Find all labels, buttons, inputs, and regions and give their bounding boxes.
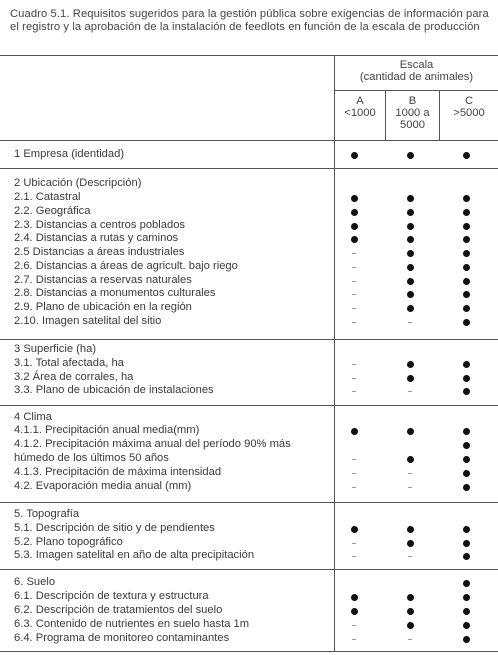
- dash-mark-icon: [352, 308, 356, 309]
- bullet-dot-icon: [463, 388, 470, 395]
- row-label: 2.7. Distancias a reservas naturales: [14, 274, 192, 286]
- dash-mark-icon: [352, 459, 356, 460]
- bullet-dot-icon: [407, 152, 414, 159]
- row-label: 4.1.2. Precipitación máxima anual del período 90% más: [14, 438, 291, 450]
- dash-mark-icon: [408, 322, 412, 323]
- bullet-dot-icon: [351, 195, 358, 202]
- bullet-dot-icon: [407, 291, 414, 298]
- section-rule-4: [0, 405, 498, 406]
- bullet-dot-icon: [407, 428, 414, 435]
- col-b-letter: B: [408, 95, 417, 107]
- bullet-dot-icon: [463, 305, 470, 312]
- row-label: 2 Ubicación (Descripción): [14, 177, 142, 189]
- dash-mark-icon: [352, 391, 356, 392]
- row-label: 2.4. Distancias a rutas y caminos: [14, 232, 179, 244]
- bullet-dot-icon: [463, 223, 470, 230]
- bullet-dot-icon: [351, 608, 358, 615]
- dash-mark-icon: [352, 378, 356, 379]
- row-label: 2.10. Imagen satelital del sitio: [14, 315, 162, 327]
- dash-mark-icon: [408, 391, 412, 392]
- bullet-dot-icon: [463, 428, 470, 435]
- bullet-dot-icon: [463, 622, 470, 629]
- scale-title: Escala: [399, 59, 434, 71]
- bullet-dot-icon: [407, 264, 414, 271]
- bullet-dot-icon: [407, 608, 414, 615]
- bullet-dot-icon: [463, 291, 470, 298]
- bullet-dot-icon: [351, 152, 358, 159]
- bullet-dot-icon: [463, 250, 470, 257]
- bullet-dot-icon: [463, 375, 470, 382]
- row-label: 6.3. Contenido de nutrientes en suelo hasta 1m: [14, 618, 250, 630]
- dash-mark-icon: [408, 473, 412, 474]
- dash-mark-icon: [408, 639, 412, 640]
- row-label: 2.2. Geográfica: [14, 205, 91, 217]
- col-c-letter: C: [464, 95, 474, 107]
- bullet-dot-icon: [407, 361, 414, 368]
- dash-mark-icon: [352, 639, 356, 640]
- bullet-dot-icon: [351, 594, 358, 601]
- bullet-dot-icon: [407, 195, 414, 202]
- table-bottom-rule: [0, 651, 498, 652]
- bullet-dot-icon: [407, 209, 414, 216]
- dash-mark-icon: [352, 267, 356, 268]
- row-label: 2.9. Plano de ubicación en la región: [14, 301, 192, 313]
- header-bottom-rule: [0, 140, 498, 141]
- bullet-dot-icon: [407, 526, 414, 533]
- row-label: 5.2. Plano topográfico: [14, 536, 123, 548]
- dash-mark-icon: [352, 556, 356, 557]
- dash-mark-icon: [352, 364, 356, 365]
- col-a-range: <1000: [344, 107, 376, 119]
- bullet-dot-icon: [407, 223, 414, 230]
- dash-mark-icon: [352, 281, 356, 282]
- col-c-range: >5000: [453, 107, 485, 119]
- table-caption: Cuadro 5.1. Requisitos sugeridos para la gestión pública sobre exigencias de información para el registro y la aprobación de la instalación de feedlots en función de la escala de producción: [10, 8, 489, 33]
- label-column-divider: [334, 55, 335, 652]
- row-label: 4 Clima: [14, 411, 52, 423]
- dash-mark-icon: [352, 294, 356, 295]
- bullet-dot-icon: [463, 456, 470, 463]
- row-label: 5.3. Imagen satelital en año de alta precipitación: [14, 549, 255, 561]
- bullet-dot-icon: [463, 553, 470, 560]
- row-label: 6.4. Programa de monitoreo contaminantes: [14, 632, 230, 644]
- bullet-dot-icon: [463, 540, 470, 547]
- row-label: 2.5 Distancias a áreas industriales: [14, 246, 185, 258]
- bullet-dot-icon: [463, 442, 470, 449]
- row-label: 6.2. Descripción de tratamientos del suelo: [14, 604, 223, 616]
- bullet-dot-icon: [407, 622, 414, 629]
- dash-mark-icon: [408, 487, 412, 488]
- row-label: 3.3. Plano de ubicación de instalaciones: [14, 384, 214, 396]
- bullet-dot-icon: [407, 278, 414, 285]
- bullet-dot-icon: [351, 223, 358, 230]
- bullet-dot-icon: [407, 375, 414, 382]
- row-label: 6. Suelo: [14, 576, 56, 588]
- row-label: 5.1. Descripción de sitio y de pendientes: [14, 522, 215, 534]
- bullet-dot-icon: [463, 236, 470, 243]
- row-label: 5. Topografía: [14, 508, 80, 520]
- dash-mark-icon: [408, 556, 412, 557]
- bullet-dot-icon: [463, 526, 470, 533]
- bullet-dot-icon: [463, 470, 470, 477]
- bullet-dot-icon: [463, 152, 470, 159]
- bullet-dot-icon: [463, 361, 470, 368]
- section-rule-5: [0, 502, 498, 503]
- bullet-dot-icon: [351, 428, 358, 435]
- bullet-dot-icon: [463, 594, 470, 601]
- section-rule-6: [0, 569, 498, 570]
- bullet-dot-icon: [463, 319, 470, 326]
- bullet-dot-icon: [407, 540, 414, 547]
- bullet-dot-icon: [407, 594, 414, 601]
- row-label: 2.1. Catastral: [14, 191, 81, 203]
- row-label: 4.2. Evaporación media anual (mm): [14, 480, 192, 492]
- dash-mark-icon: [352, 253, 356, 254]
- section-rule-2: [0, 168, 498, 169]
- dash-mark-icon: [352, 473, 356, 474]
- bullet-dot-icon: [463, 636, 470, 643]
- row-label: 4.1.1. Precipitación anual media(mm): [14, 424, 200, 436]
- bullet-dot-icon: [463, 580, 470, 587]
- scale-subheader-rule: [334, 90, 498, 91]
- scale-subtitle: (cantidad de animales): [359, 71, 474, 83]
- row-label: 4.1.3. Precipitación de máxima intensidad: [14, 466, 222, 478]
- bullet-dot-icon: [351, 209, 358, 216]
- row-label: 3 Superficie (ha): [14, 343, 97, 355]
- dash-mark-icon: [352, 322, 356, 323]
- bullet-dot-icon: [407, 250, 414, 257]
- bullet-dot-icon: [407, 236, 414, 243]
- bullet-dot-icon: [463, 209, 470, 216]
- col-a-letter: A: [356, 95, 364, 107]
- section-rule-3: [0, 339, 498, 340]
- bullet-dot-icon: [351, 236, 358, 243]
- bullet-dot-icon: [463, 484, 470, 491]
- row-label: húmedo de los últimos 50 años: [14, 452, 169, 464]
- bullet-dot-icon: [463, 195, 470, 202]
- row-label: 6.1. Descripción de textura y estructura: [14, 590, 209, 602]
- row-label: 3.2 Área de corrales, ha: [14, 371, 134, 383]
- dash-mark-icon: [352, 487, 356, 488]
- bullet-dot-icon: [463, 278, 470, 285]
- bullet-dot-icon: [463, 264, 470, 271]
- col-b-range-line1: 1000 a: [395, 107, 430, 119]
- row-label: 2.8. Distancias a monumentos culturales: [14, 287, 216, 299]
- dash-mark-icon: [352, 543, 356, 544]
- row-label: 2.6. Distancias a áreas de agricult. bajo riego: [14, 260, 238, 272]
- col-b-range-line2: 5000: [400, 119, 425, 131]
- bullet-dot-icon: [351, 526, 358, 533]
- table-top-rule: [0, 55, 498, 56]
- row-label: 3.1. Total afectada, ha: [14, 357, 124, 369]
- bullet-dot-icon: [463, 608, 470, 615]
- row-label: 2.3. Distancias a centros poblados: [14, 219, 186, 231]
- bullet-dot-icon: [407, 305, 414, 312]
- bullet-dot-icon: [407, 456, 414, 463]
- dash-mark-icon: [352, 625, 356, 626]
- row-label: 1 Empresa (identidad): [14, 148, 125, 160]
